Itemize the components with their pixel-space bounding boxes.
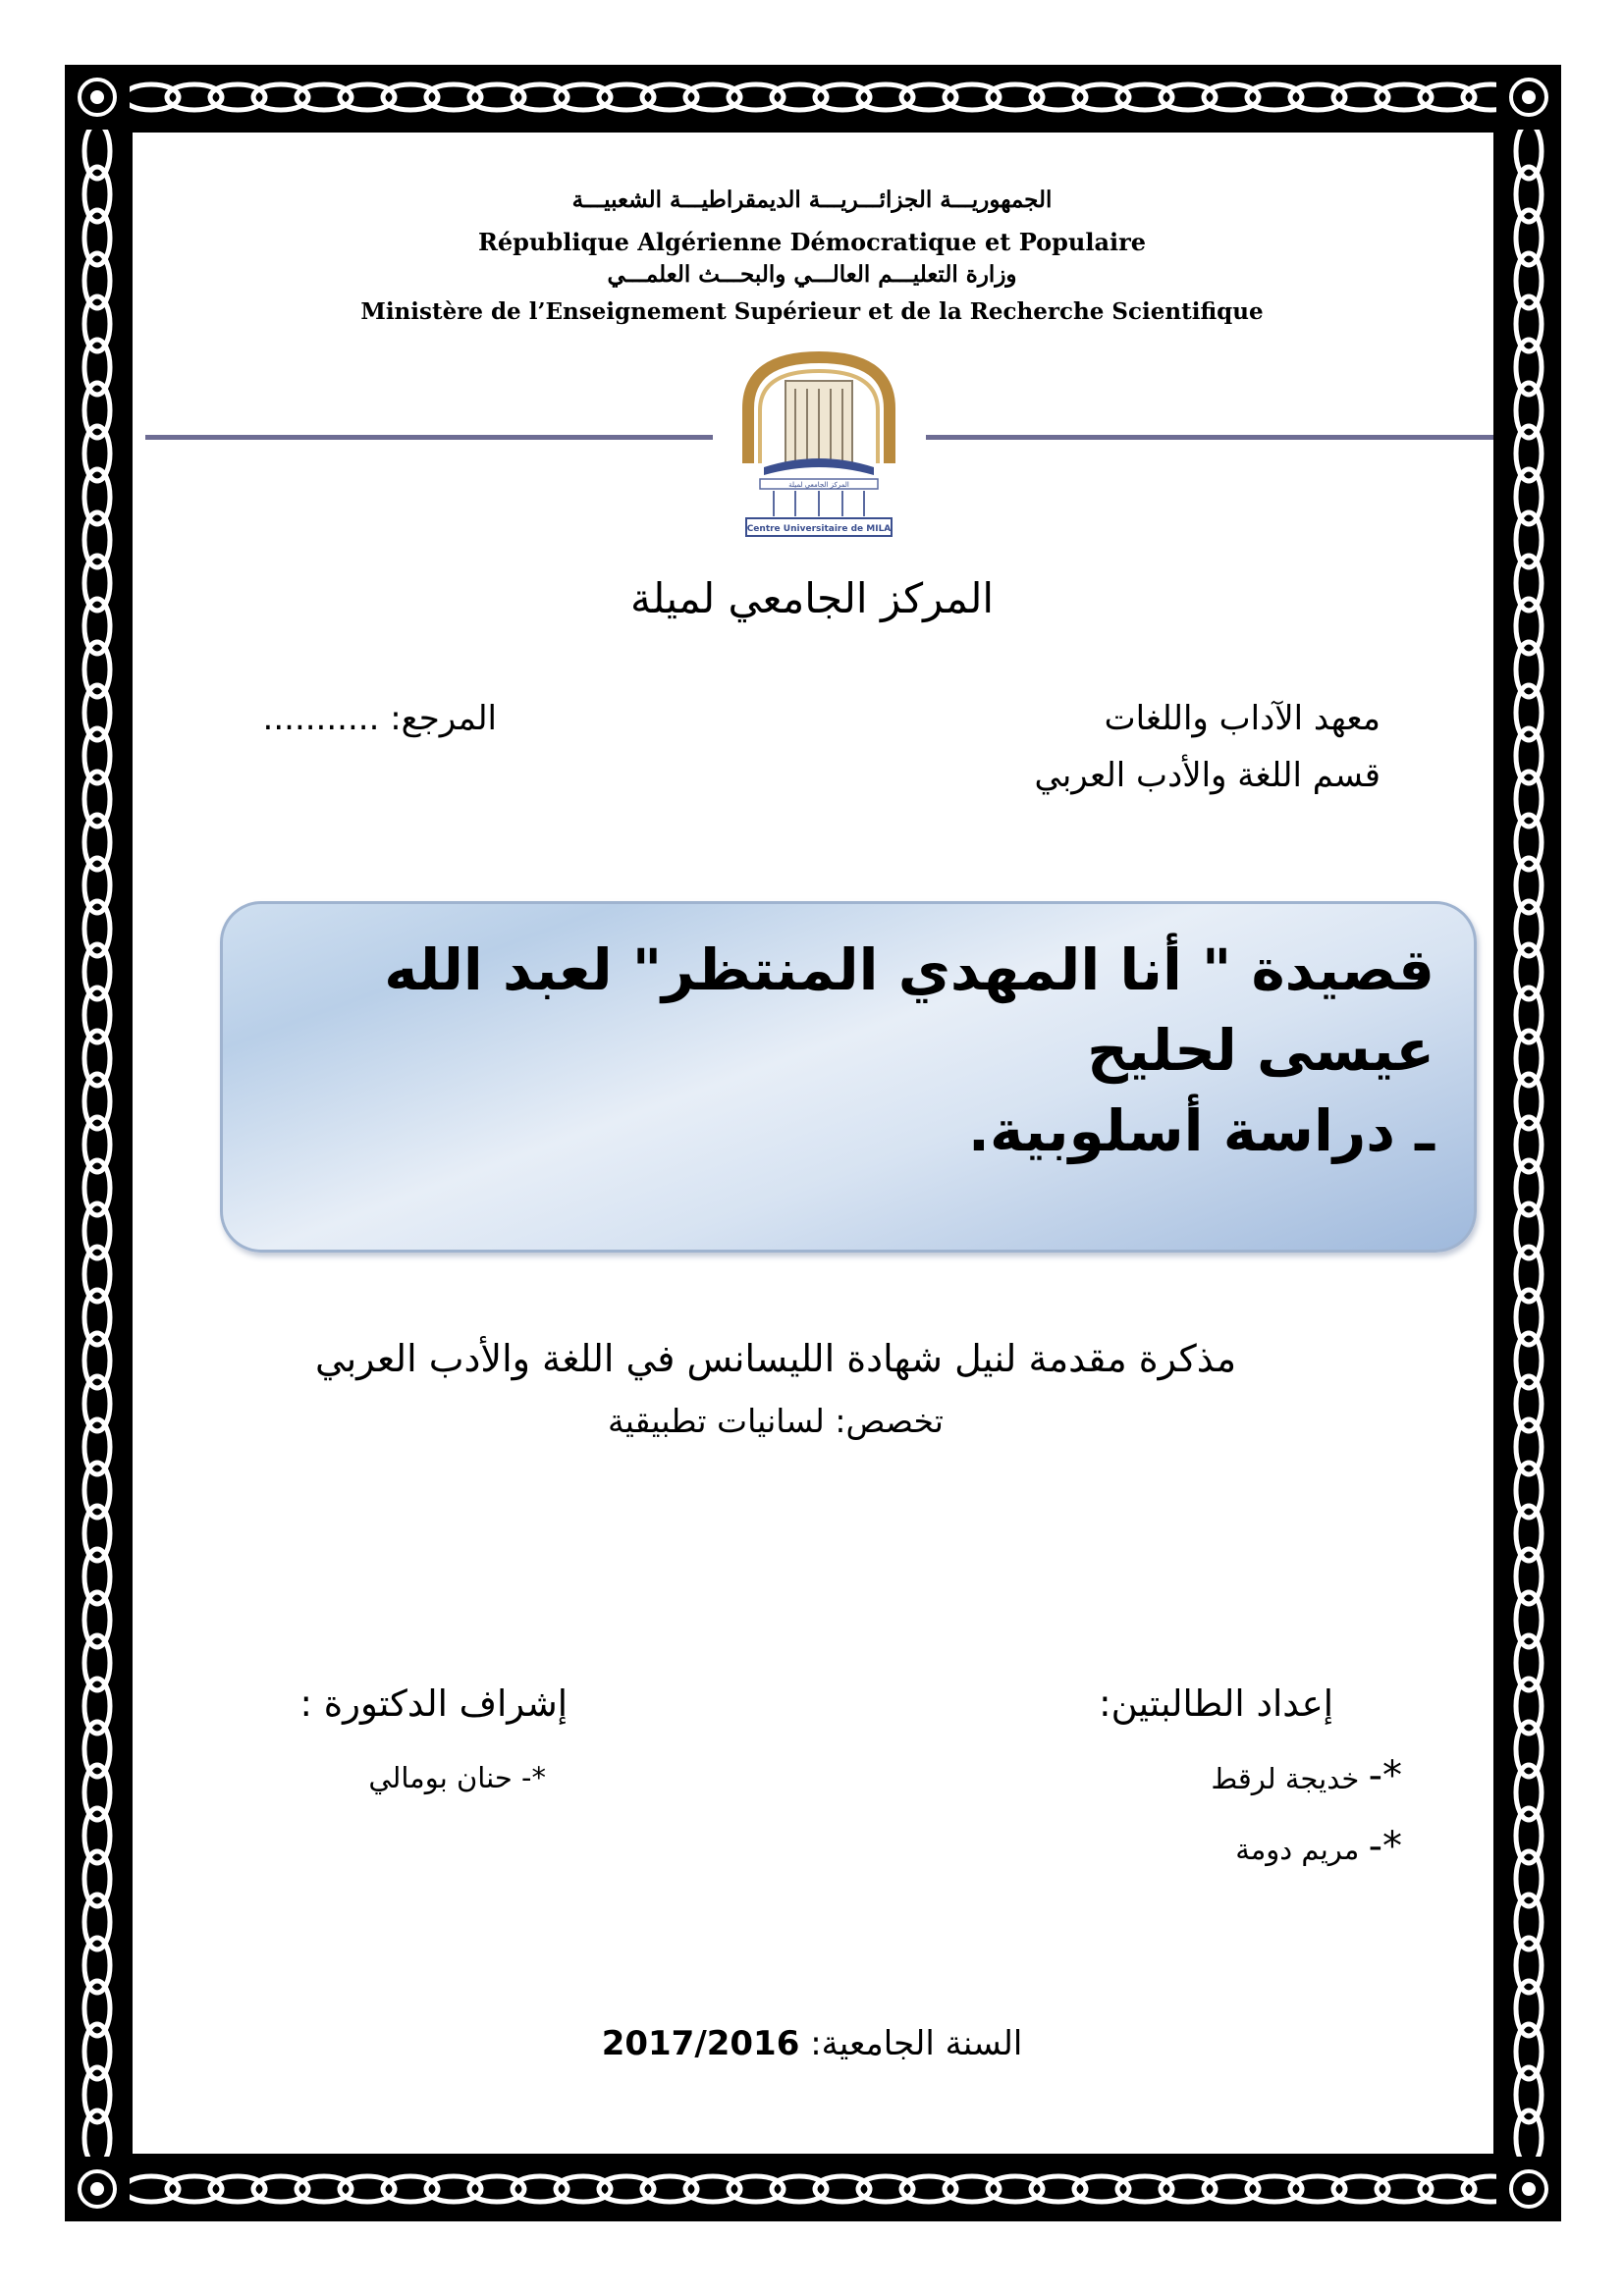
- students-label: إعداد الطالبتين:: [1099, 1682, 1333, 1725]
- student-name: خديجة لرقط: [1211, 1762, 1360, 1795]
- ministry-name-french: Ministère de l’Enseignement Supérieur et de la Recherche Scientifique: [360, 298, 1264, 325]
- republic-name-arabic: الجمهوريـــة الجزائـــريـــة الديمقراطيـــة الشعبيـــة: [571, 187, 1053, 213]
- supervisor-label: إشراف الدكتورة :: [299, 1682, 568, 1725]
- ministry-name-arabic: وزارة التعليـــم العالـــي والبحـــث العلمـــي: [607, 261, 1017, 288]
- thesis-title-box: [220, 901, 1477, 1253]
- logo-banner-text: المركز الجامعي لميلة: [788, 481, 849, 489]
- republic-name-french: République Algérienne Démocratique et Populaire: [477, 228, 1147, 256]
- student-item: [911, 1753, 1402, 1798]
- reference-field: المرجع: ...........: [262, 699, 497, 738]
- border-chain-left: [65, 65, 130, 2221]
- supervisor-bullet: *-: [521, 1761, 546, 1794]
- thesis-title: [256, 930, 1435, 1171]
- border-chain-bottom: [65, 2157, 1561, 2221]
- logo-caption: Centre Universitaire de MILA: [746, 524, 892, 534]
- header-rule-right: [926, 435, 1493, 440]
- department-name: قسم اللغة والأدب العربي: [1034, 756, 1380, 795]
- thesis-title-line-1: قصيدة " أنا المهدي المنتظر" لعبد الله عيسى لحليح: [384, 936, 1435, 1084]
- header-rule-left: [145, 435, 713, 440]
- supervisor-item: [153, 1761, 546, 1794]
- border-chain-right: [1496, 65, 1561, 2221]
- student-name: مريم دومة: [1235, 1833, 1360, 1866]
- border-chain-top: [65, 65, 1561, 130]
- academic-year: [0, 2024, 1624, 2063]
- institute-name: معهد الآداب واللغات: [1104, 699, 1380, 738]
- student-bullet: *-: [1368, 1753, 1402, 1798]
- institution-name: المركز الجامعي لميلة: [629, 574, 995, 622]
- specialty: تخصص: لسانيات تطبيقية: [608, 1402, 944, 1440]
- thesis-title-line-2: ـ دراسة أسلوبية.: [967, 1097, 1435, 1164]
- corner-ornament-bottom-right: [1496, 2157, 1561, 2221]
- corner-ornament-bottom-left: [65, 2157, 130, 2221]
- academic-year-label: السنة الجامعية:: [810, 2024, 1023, 2063]
- student-item: [911, 1824, 1402, 1869]
- corner-ornament-top-left: [65, 65, 130, 130]
- academic-year-value: 2017/2016: [601, 2024, 800, 2063]
- supervisor-name: حنان بومالي: [368, 1761, 513, 1794]
- degree-statement: مذكرة مقدمة لنيل شهادة الليسانس في اللغة والأدب العربي: [314, 1337, 1237, 1380]
- corner-ornament-top-right: [1496, 65, 1561, 130]
- university-logo: [738, 347, 899, 540]
- student-bullet: *-: [1368, 1824, 1402, 1869]
